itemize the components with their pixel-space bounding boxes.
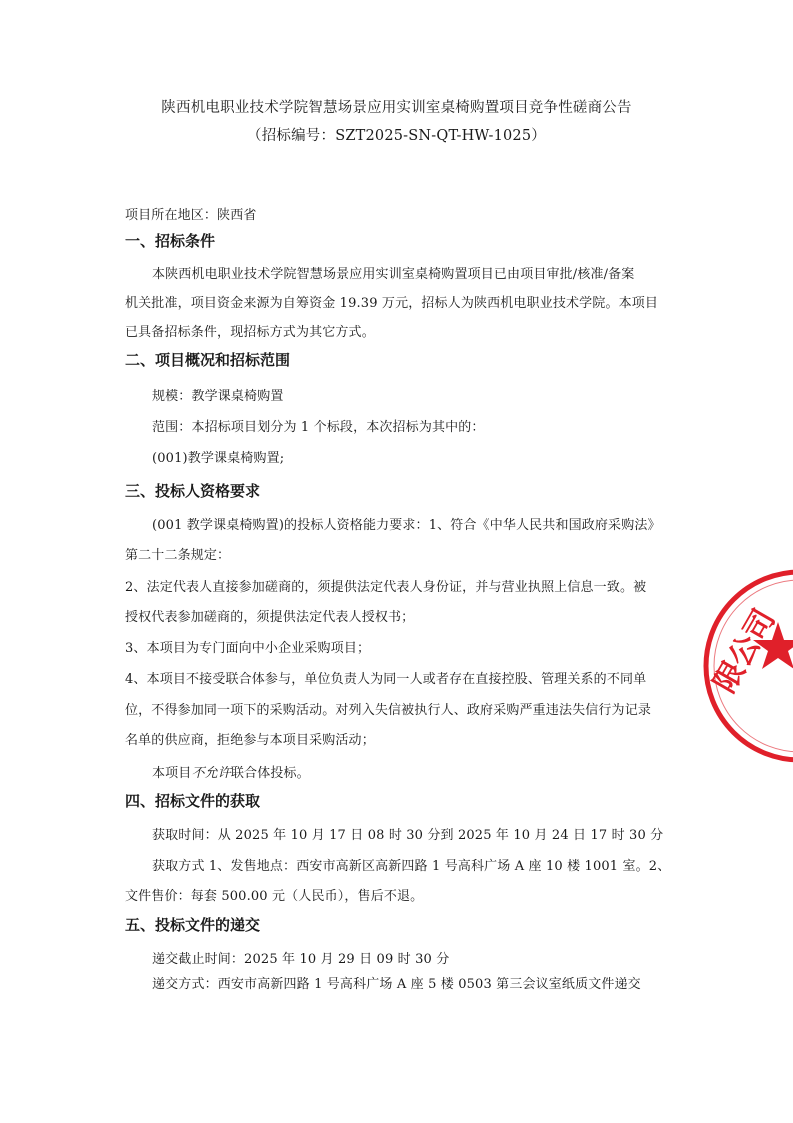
section-5-text: 递交截止时间：2025 年 10 月 29 日 09 时 30 分 — [152, 952, 450, 967]
note-emphasis: 不允许 — [191, 766, 231, 781]
section-4-heading: 四、招标文件的获取 — [125, 792, 261, 810]
section-3-text: 授权代表参加磋商的，须提供法定代表人授权书； — [125, 610, 415, 625]
section-3-note — [152, 762, 310, 781]
section-1-heading: 一、招标条件 — [125, 232, 216, 250]
section-2-text: 范围：本招标项目划分为 1 个标段，本次招标为其中的： — [152, 420, 485, 435]
tender-code: （招标编号：SZT2025-SN-QT-HW-1025） — [247, 128, 546, 144]
project-region: 项目所在地区：陕西省 — [125, 208, 257, 223]
section-5-text: 递交方式：西安市高新四路 1 号高科广场 A 座 5 楼 0503 第三会议室纸质文件递交 — [152, 977, 641, 992]
section-3-text: 第二十二条规定： — [125, 548, 231, 563]
section-2-text: (001)教学课桌椅购置; — [152, 451, 285, 466]
section-3-text: 名单的供应商，拒绝参与本项目采购活动； — [125, 733, 375, 748]
section-2-heading: 二、项目概况和招标范围 — [125, 351, 291, 369]
section-3-text: 2、法定代表人直接参加磋商的，须提供法定代表人身份证，并与营业执照上信息一致。被 — [125, 580, 647, 595]
company-seal — [700, 566, 793, 766]
section-4-text: 获取方式 1、发售地点：西安市高新区高新四路 1 号高科广场 A 座 10 楼 1001 室。2、 — [152, 859, 671, 874]
section-1-text: 机关批准，项目资金来源为自筹资金 19.39 万元，招标人为陕西机电职业技术学院。本项目 — [125, 296, 659, 311]
section-3-text: 位，不得参加同一项下的采购活动。对列入失信被执行人、政府采购严重违法失信行为记录 — [125, 703, 652, 718]
section-4-text: 文件售价：每套 500.00 元（人民币），售后不退。 — [125, 889, 424, 904]
section-3-heading: 三、投标人资格要求 — [125, 482, 261, 500]
section-4-text: 获取时间：从 2025 年 10 月 17 日 08 时 30 分到 2025 年 10 月 24 日 17 时 30 分 — [152, 828, 664, 843]
note-text: 联合体投标。 — [230, 766, 310, 781]
section-3-text: 4、本项目不接受联合体参与，单位负责人为同一人或者存在直接控股、管理关系的不同单 — [125, 672, 647, 687]
section-3-text: (001 教学课桌椅购置)的投标人资格能力要求：1、符合《中华人民共和国政府采购法》 — [152, 518, 661, 533]
section-1-text: 已具备招标条件，现招标方式为其它方式。 — [125, 325, 375, 340]
section-3-text: 3、本项目为专门面向中小企业采购项目； — [125, 641, 371, 656]
section-2-text: 规模：教学课桌椅购置 — [152, 389, 284, 404]
note-text: 本项目 — [152, 766, 192, 781]
document-title: 陕西机电职业技术学院智慧场景应用实训室桌椅购置项目竞争性磋商公告 — [161, 100, 632, 116]
seal-text: 限公司 — [707, 603, 783, 699]
section-5-heading: 五、投标文件的递交 — [125, 916, 261, 934]
section-1-text: 本陕西机电职业技术学院智慧场景应用实训室桌椅购置项目已由项目审批/核准/备案 — [152, 267, 635, 282]
